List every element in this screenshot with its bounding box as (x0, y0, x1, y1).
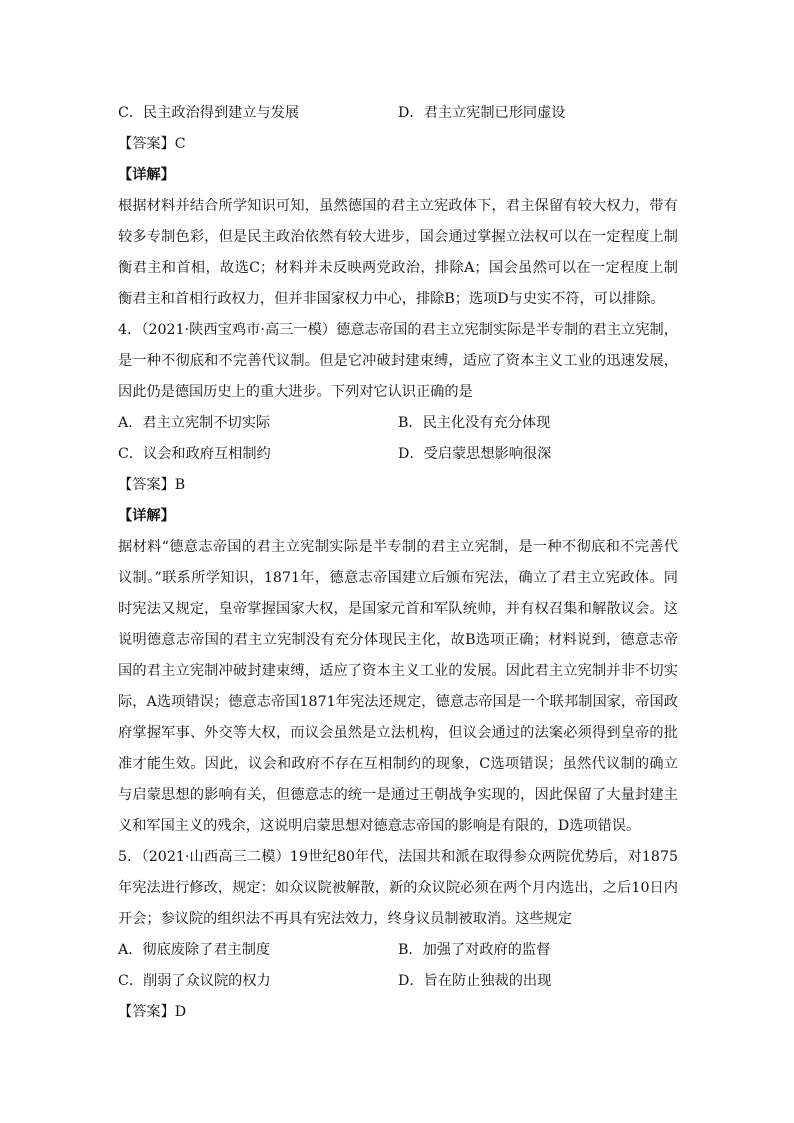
q5-options-row-2 (118, 966, 678, 997)
q4-options-row-2 (118, 439, 678, 470)
q5-answer: 【答案】D (118, 1004, 187, 1020)
q4-answer: 【答案】B (118, 477, 186, 493)
document-content (118, 98, 678, 1028)
q5-options-row-1 (118, 935, 678, 966)
q5-stem: 5．（2021·山西高三二模）19世纪80年代，法国共和派在取得参众两院优势后，对1875年宪法进行修改，规定：如众议院被解散，新的众议院必须在两个月内选出，之后10日内开会；参议院的组织法不再具有宪法效力，终身议员制被取消。这些规定 (118, 849, 678, 927)
q4-option-a: A．君主立宪制不切实际 (118, 415, 271, 431)
q5-option-b: B．加强了对政府的监督 (398, 942, 551, 958)
q3-explanation: 根据材料并结合所学知识可知，虽然德国的君主立宪政体下，君主保留有较大权力，带有较多专制色彩，但是民主政治依然有较大进步，国会通过掌握立法权可以在一定程度上制衡君主和首相，故选C；材料并未反映两党政治，排除A；国会虽然可以在一定程度上制衡君主和首相行政权力，但并非国家权力中心，排除B；选项D与史实不符，可以排除。 (118, 198, 678, 307)
q4-detail-label: 【详解】 (118, 508, 175, 524)
q3-answer: 【答案】C (118, 136, 186, 152)
q4-option-d: D．受启蒙思想影响很深 (398, 446, 552, 462)
q4-option-c: C．议会和政府互相制约 (118, 446, 271, 462)
q3-detail-label: 【详解】 (118, 167, 175, 183)
q5-option-d: D．旨在防止独裁的出现 (398, 973, 552, 989)
q4-option-b: B．民主化没有充分体现 (398, 415, 551, 431)
q3-options-row (118, 98, 678, 129)
q4-options-row-1 (118, 408, 678, 439)
q5-option-a: A．彻底废除了君主制度 (118, 942, 271, 958)
q4-explanation: 据材料“德意志帝国的君主立宪制实际是半专制的君主立宪制，是一种不彻底和不完善代议制。”联系所学知识，1871年，德意志帝国建立后颁布宪法，确立了君主立宪政体。同时宪法又规定，皇帝掌握国家大权，是国家元首和军队统帅，并有权召集和解散议会。这说明德意志帝国的君主立宪制没有充分体现民主化，故B选项正确；材料说到，德意志帝国的君主立宪制冲破封建束缚，适应了资本主义工业的发展。因此君主立宪制并非不切实际，A选项错误；德意志帝国1871年宪法还规定，德意志帝国是一个联邦制国家，帝国政府掌握军事、外交等大权，而议会虽然是立法机构，但议会通过的法案必须得到皇帝的批准才能生效。因此，议会和政府不存在互相制约的现象，C选项错误；虽然代议制的确立与启蒙思想的影响有关，但德意志的统一是通过王朝战争实现的，因此保留了大量封建主义和军国主义的残余，这说明启蒙思想对德意志帝国的影响是有限的，D选项错误。 (118, 539, 678, 834)
q3-option-d: D．君主立宪制已形同虚设 (398, 105, 566, 121)
q4-stem: 4．（2021·陕西宝鸡市·高三一模）德意志帝国的君主立宪制实际是半专制的君主立宪制，是一种不彻底和不完善代议制。但是它冲破封建束缚，适应了资本主义工业的迅速发展，因此仍是德国历史上的重大进步。下列对它认识正确的是 (118, 322, 678, 400)
q5-option-c: C．削弱了众议院的权力 (118, 973, 271, 989)
q3-option-c: C．民主政治得到建立与发展 (118, 105, 300, 121)
